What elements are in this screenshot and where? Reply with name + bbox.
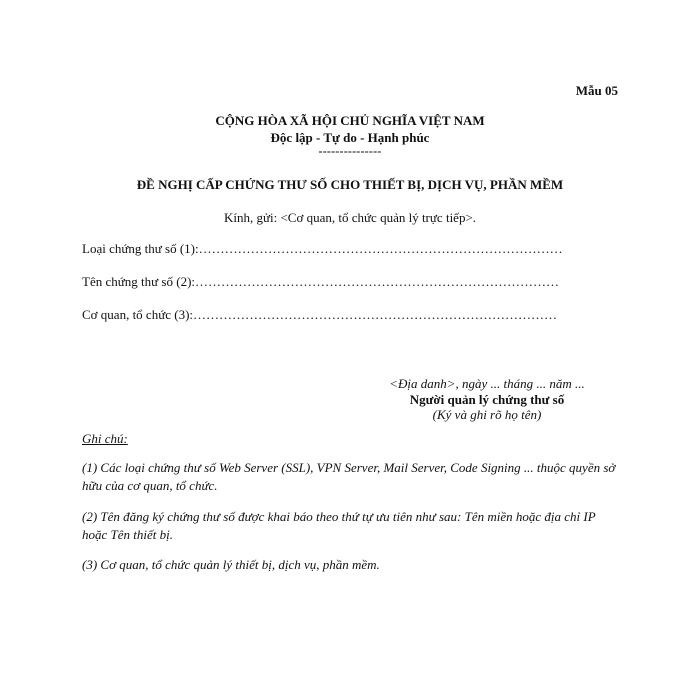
signature-instruction: (Ký và ghi rõ họ tên) (432, 407, 542, 422)
document-title: ĐỀ NGHỊ CẤP CHỨNG THƯ SỐ CHO THIẾT BỊ, DỊCH VỤ, PHẦN MỀM (136, 177, 564, 192)
motto-separator: --------------- (318, 144, 382, 158)
notes-heading: Ghi chú: (82, 431, 128, 446)
note-item-1: (1) Các loại chứng thư số Web Server (SSL), VPN Server, Mail Server, Code Signing ... thuộc quyền sở hữu của cơ quan, tổ chức. (82, 460, 616, 493)
note-item-3: (3) Cơ quan, tổ chức quản lý thiết bị, dịch vụ, phần mềm. (82, 557, 380, 572)
note-item-2: (2) Tên đăng ký chứng thư số được khai báo theo thứ tự ưu tiên như sau: Tên miền hoặc địa chỉ IP hoặc Tên thiết bị. (82, 509, 596, 542)
field-certificate-type: Loại chứng thư số (1):………………………………………………………………………… (82, 241, 563, 256)
field-organization: Cơ quan, tổ chức (3):………………………………………………………………………… (82, 307, 558, 322)
form-code: Mẫu 05 (575, 83, 618, 98)
signature-role: Người quản lý chứng thư số (409, 392, 565, 407)
signature-place-date: <Địa danh>, ngày ... tháng ... năm ... (389, 376, 585, 391)
recipient-line: Kính, gửi: <Cơ quan, tổ chức quản lý trực tiếp>. (223, 210, 477, 225)
field-certificate-name: Tên chứng thư số (2):………………………………………………………………………… (82, 274, 560, 289)
national-title: CỘNG HÒA XÃ HỘI CHỦ NGHĨA VIỆT NAM (215, 113, 485, 128)
national-motto: Độc lập - Tự do - Hạnh phúc (270, 130, 430, 145)
